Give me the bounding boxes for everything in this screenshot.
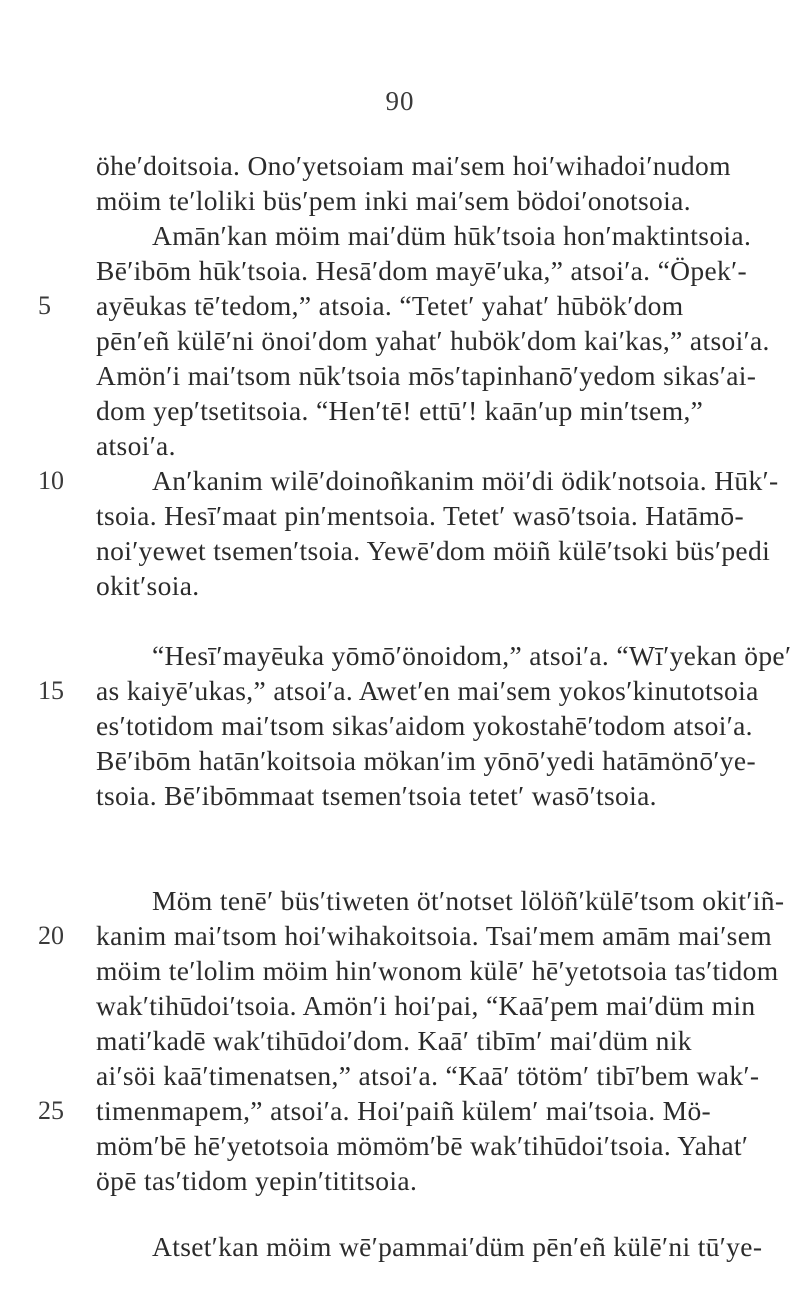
line-text: pēn′eñ külē′ni önoi′dom yahat′ hubök′dom kai′kas,” atsoi′a. [96,325,770,356]
line-text: ai′söi kaā′timenatsen,” atsoi′a. “Kaā′ tötöm′ tibī′bem wak′- [96,1060,760,1091]
text-line [0,565,800,607]
line-text: es′totidom mai′tsom sikas′aidom yokostahē′todom atsoi′a. [96,710,753,741]
line-text: timenmapem,” atsoi′a. Hoi′paiñ külem′ mai′tsoia. Mö- [96,1095,712,1126]
text-line [0,775,800,817]
line-text: möim te′lolim möim hin′wonom külē′ hē′yetotsoia tas′tidom [96,955,779,986]
line-text: An′kanim wilē′doinoñkanim möi′di ödik′notsoia. Hūk′- [152,465,779,496]
line-text: öhe′doitsoia. Ono′yetsoiam mai′sem hoi′wihadoi′nudom [96,150,731,181]
line-text: Bē′ibōm hatān′koitsoia mökan′im yōnō′yedi hatāmönō′ye- [96,745,756,776]
line-text: Amān′kan möim mai′düm hūk′tsoia hon′maktintsoia. [152,220,752,251]
line-number: 5 [38,291,51,320]
line-text: öpē tas′tidom yepin′tititsoia. [96,1165,418,1196]
line-text: ayēukas tē′tedom,” atsoia. “Tetet′ yahat′ hūbök′dom [96,290,684,321]
line-text: wak′tihūdoi′tsoia. Amön′i hoi′pai, “Kaā′pem mai′düm min [96,990,756,1021]
line-text: “Hesī′mayēuka yōmō′önoidom,” atsoi′a. “Wī′yekan öpe′ [152,640,792,671]
line-text: atsoi′a. [96,430,176,461]
line-text: mati′kadē wak′tihūdoi′dom. Kaā′ tibīm′ mai′düm nik [96,1025,692,1056]
line-text: möim te′loliki büs′pem inki mai′sem bödoi′onotsoia. [96,185,691,216]
line-number: 15 [38,676,64,705]
line-text: möm′bē hē′yetotsoia mömöm′bē wak′tihūdoi′tsoia. Yahat′ [96,1130,749,1161]
line-text: noi′yewet tsemen′tsoia. Yewē′dom möiñ külē′tsoki büs′pedi [96,535,771,566]
line-text: Amön′i mai′tsom nūk′tsoia mōs′tapinhanō′yedom sikas′ai- [96,360,757,391]
line-number: 20 [38,921,64,950]
text-line [0,1226,800,1268]
line-text: tsoia. Hesī′maat pin′mentsoia. Tetet′ wasō′tsoia. Hatāmō- [96,500,744,531]
line-number: 10 [38,466,64,495]
text-line [0,1160,800,1202]
line-text: Atset′kan möim wē′pammai′düm pēn′eñ külē′ni tū′ye- [152,1231,763,1262]
page-number: 90 [385,86,415,116]
line-text: tsoia. Bē′ibōmmaat tsemen′tsoia tetet′ wasō′tsoia. [96,780,657,811]
line-text: dom yep′tsetitsoia. “Hen′tē! ettū′! kaān′up min′tsem,” [96,395,704,426]
line-number: 25 [38,1096,64,1125]
line-text: Bē′ibōm hūk′tsoia. Hesā′dom mayē′uka,” atsoi′a. “Öpek′- [96,255,748,286]
line-text: okit′soia. [96,570,200,601]
line-text: kanim mai′tsom hoi′wihakoitsoia. Tsai′mem amām mai′sem [96,920,772,951]
line-text: Möm tenē′ büs′tiweten öt′notset lölöñ′külē′tsom okit′iñ- [152,885,785,916]
line-text: as kaiyē′ukas,” atsoi′a. Awet′en mai′sem yokos′kinutotsoia [96,675,759,706]
